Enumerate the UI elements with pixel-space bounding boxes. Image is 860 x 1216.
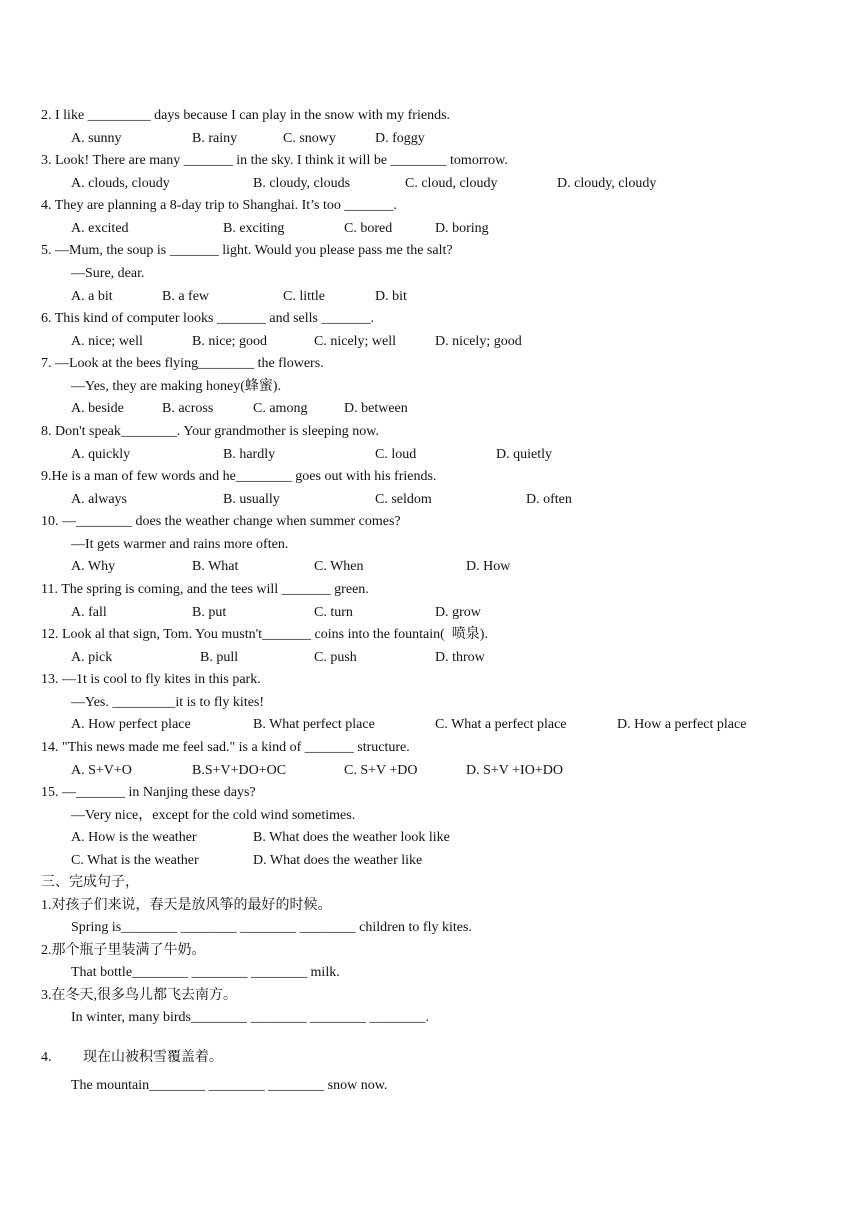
option-a: A. a bit <box>71 289 113 304</box>
option-c: C. cloud, cloudy <box>405 176 498 191</box>
option-b: B. cloudy, clouds <box>253 176 351 191</box>
option-c: C. When <box>314 559 364 574</box>
question-5-reply: —Sure, dear. <box>71 266 145 281</box>
question-8: 8. Don't speak________. Your grandmother is sleeping now. <box>41 424 379 439</box>
question-9: 9.He is a man of few words and he________ goes out with his friends. <box>41 469 437 484</box>
option-b: B. What <box>192 559 239 574</box>
option-c: C. What is the weather <box>71 853 199 868</box>
option-a: A. excited <box>71 221 129 236</box>
question-7: 7. —Look at the bees flying________ the flowers. <box>41 356 324 371</box>
option-b: B. What does the weather look like <box>253 830 450 845</box>
option-a: A. How perfect place <box>71 717 191 732</box>
option-c: C. seldom <box>375 492 432 507</box>
option-a: A. S+V+O <box>71 763 132 778</box>
option-c: C. S+V +DO <box>344 763 418 778</box>
question-4: 4. They are planning a 8-day trip to Shanghai. It’s too _______. <box>41 198 397 213</box>
option-b: B. rainy <box>192 131 238 146</box>
question-3: 3. Look! There are many _______ in the sky. I think it will be ________ tomorrow. <box>41 153 508 168</box>
option-d: D. boring <box>435 221 489 236</box>
question-13-reply: —Yes. _________it is to fly kites! <box>71 695 265 710</box>
question-14: 14. "This news made me feel sad." is a kind of _______ structure. <box>41 740 410 755</box>
option-d: D. How <box>466 559 511 574</box>
question-7-reply: —Yes, they are making honey(蜂蜜). <box>71 379 282 394</box>
question-10: 10. —________ does the weather change when summer comes? <box>41 514 401 529</box>
option-d: D. throw <box>435 650 485 665</box>
question-5: 5. —Mum, the soup is _______ light. Would you please pass me the salt? <box>41 243 453 258</box>
question-11: 11. The spring is coming, and the tees will _______ green. <box>41 582 369 597</box>
option-c: C. bored <box>344 221 393 236</box>
option-c: C. nicely; well <box>314 334 397 349</box>
option-d: D. grow <box>435 605 481 620</box>
option-c: C. snowy <box>283 131 336 146</box>
sentence-2-english: That bottle________ ________ ________ milk. <box>71 965 340 980</box>
sentence-3-chinese: 3.在冬天,很多鸟儿都飞去南方。 <box>41 988 237 1003</box>
question-15: 15. —_______ in Nanjing these days? <box>41 785 256 800</box>
option-c: C. loud <box>375 447 417 462</box>
question-6: 6. This kind of computer looks _______ and sells _______. <box>41 311 374 326</box>
question-2: 2. I like _________ days because I can play in the snow with my friends. <box>41 108 451 123</box>
section-heading: 三、完成句子， <box>41 875 139 890</box>
option-d: D. nicely; good <box>435 334 522 349</box>
question-10-reply: —It gets warmer and rains more often. <box>71 537 289 552</box>
option-a: A. fall <box>71 605 107 620</box>
option-b: B. hardly <box>223 447 276 462</box>
option-c: C. among <box>253 401 308 416</box>
option-d: D. S+V +IO+DO <box>466 763 563 778</box>
question-15-reply: —Very nice，except for the cold wind sometimes. <box>71 808 356 823</box>
option-b: B. put <box>192 605 227 620</box>
option-c: C. turn <box>314 605 353 620</box>
sentence-4-chinese: 现在山被积雪覆盖着。 <box>83 1050 223 1065</box>
option-a: A. clouds, cloudy <box>71 176 170 191</box>
option-d: D. foggy <box>375 131 425 146</box>
option-b: B. a few <box>162 289 210 304</box>
sentence-4-number: 4. <box>41 1050 52 1065</box>
option-a: A. Why <box>71 559 116 574</box>
option-b: B. pull <box>200 650 239 665</box>
option-c: C. What a perfect place <box>435 717 567 732</box>
sentence-1-english: Spring is________ ________ ________ ________ children to fly kites. <box>71 920 472 935</box>
option-a: A. sunny <box>71 131 122 146</box>
option-a: A. nice; well <box>71 334 143 349</box>
option-d: D. What does the weather like <box>253 853 423 868</box>
option-d: D. quietly <box>496 447 552 462</box>
option-a: A. pick <box>71 650 113 665</box>
option-c: C. push <box>314 650 357 665</box>
option-b: B. nice; good <box>192 334 268 349</box>
sentence-4-english: The mountain________ ________ ________ snow now. <box>71 1078 388 1093</box>
option-b: B. across <box>162 401 214 416</box>
sentence-1-chinese: 1.对孩子们来说，春天是放风筝的最好的时候。 <box>41 898 332 913</box>
option-d: D. often <box>526 492 572 507</box>
option-b: B. What perfect place <box>253 717 375 732</box>
sentence-2-chinese: 2.那个瓶子里装满了牛奶。 <box>41 943 206 958</box>
option-a: A. beside <box>71 401 124 416</box>
option-b: B.S+V+DO+OC <box>192 763 287 778</box>
option-a: A. always <box>71 492 127 507</box>
sentence-3-english: In winter, many birds________ ________ ________ ________. <box>71 1010 429 1025</box>
option-b: B. usually <box>223 492 280 507</box>
option-c: C. little <box>283 289 325 304</box>
question-13: 13. —1t is cool to fly kites in this park. <box>41 672 261 687</box>
option-b: B. exciting <box>223 221 285 236</box>
option-d: D. How a perfect place <box>617 717 747 732</box>
option-a: A. quickly <box>71 447 131 462</box>
option-d: D. between <box>344 401 408 416</box>
option-a: A. How is the weather <box>71 830 197 845</box>
option-d: D. cloudy, cloudy <box>557 176 657 191</box>
question-12: 12. Look al that sign, Tom. You mustn't_______ coins into the fountain( 喷泉). <box>41 627 488 642</box>
option-d: D. bit <box>375 289 407 304</box>
